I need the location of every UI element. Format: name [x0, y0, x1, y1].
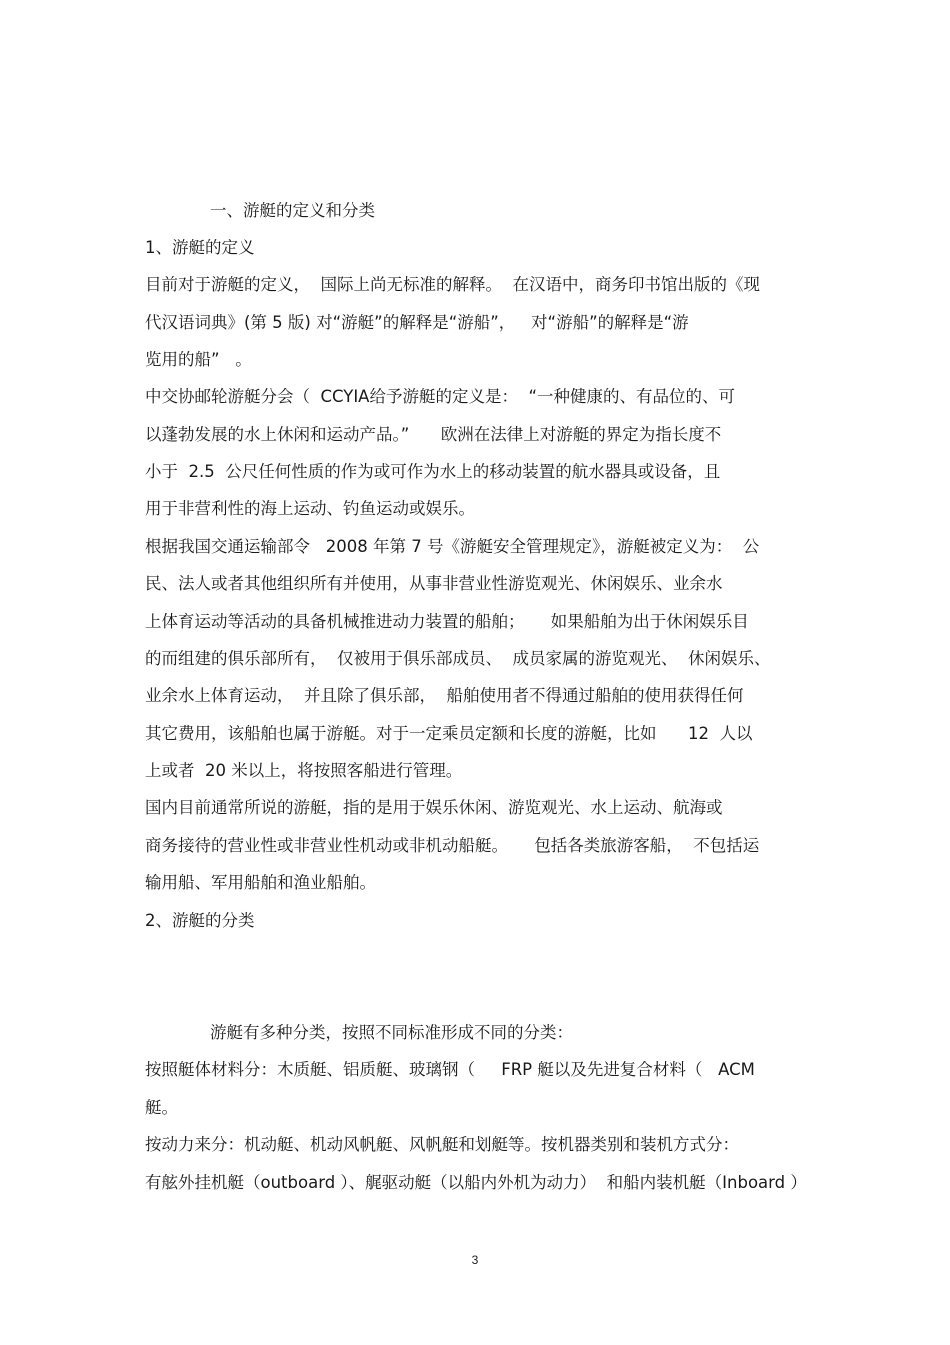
paragraph-line: 上体育运动等活动的具备机械推进动力装置的船舶； 如果船舶为出于休闲娱乐目 — [145, 612, 749, 631]
paragraph-line: 国内目前通常所说的游艇，指的是用于娱乐休闲、游览观光、水上运动、航海或 — [145, 798, 723, 817]
paragraph-line: 艇。 — [145, 1098, 178, 1117]
subsection-heading: 1、游艇的定义 — [145, 238, 255, 257]
paragraph-line: 有舷外挂机艇（outboard ）、艉驱动艇（以船内外机为动力） 和船内装机艇（Inboard ） — [145, 1173, 807, 1192]
paragraph-line: 览用的船” 。 — [145, 350, 252, 369]
subsection-heading: 2、游艇的分类 — [145, 911, 255, 930]
paragraph-line: 其它费用，该船舶也属于游艇。对于一定乘员定额和长度的游艇，比如 12 人以 — [145, 724, 753, 743]
paragraph-line: 小于 2.5 公尺任何性质的作为或可作为水上的移动装置的航水器具或设备，且 — [145, 462, 721, 481]
paragraph-line: 代汉语词典》(第 5 版) 对“游艇”的解释是“游船”， 对“游船”的解释是“游 — [145, 313, 689, 332]
paragraph-line: 按照艇体材料分：木质艇、铝质艇、玻璃钢（ FRP 艇以及先进复合材料（ ACM — [145, 1060, 755, 1079]
paragraph-line: 以蓬勃发展的水上休闲和运动产品。” 欧洲在法律上对游艇的界定为指长度不 — [145, 425, 722, 444]
paragraph-line: 业余水上体育运动， 并且除了俱乐部， 船舶使用者不得通过船舶的使用获得任何 — [145, 686, 744, 705]
paragraph-line: 按动力来分：机动艇、机动风帆艇、风帆艇和划艇等。按机器类别和装机方式分： — [145, 1135, 739, 1154]
paragraph-line: 的而组建的俱乐部所有， 仅被用于俱乐部成员、 成员家属的游览观光、 休闲娱乐、 — [145, 649, 771, 668]
paragraph-line: 游艇有多种分类，按照不同标准形成不同的分类： — [210, 1023, 573, 1042]
paragraph-line: 输用船、军用船舶和渔业船舶。 — [145, 873, 376, 892]
paragraph-line: 商务接待的营业性或非营业性机动或非机动船艇。 包括各类旅游客船， 不包括运 — [145, 836, 760, 855]
section-heading: 一、游艇的定义和分类 — [210, 201, 375, 220]
paragraph-line: 根据我国交通运输部令 2008 年第 7 号《游艇安全管理规定》，游艇被定义为： 公 — [145, 537, 760, 556]
paragraph-line: 用于非营利性的海上运动、钓鱼运动或娱乐。 — [145, 499, 475, 518]
paragraph-line: 上或者 20 米以上，将按照客船进行管理。 — [145, 761, 463, 780]
paragraph-line: 民、法人或者其他组织所有并使用，从事非营业性游览观光、休闲娱乐、业余水 — [145, 574, 723, 593]
page-number: 3 — [471, 1253, 479, 1267]
paragraph-line: 目前对于游艇的定义， 国际上尚无标准的解释。 在汉语中，商务印书馆出版的《现 — [145, 275, 760, 294]
paragraph-line: 中交协邮轮游艇分会（ CCYIA给予游艇的定义是： “一种健康的、有品位的、可 — [145, 387, 736, 406]
